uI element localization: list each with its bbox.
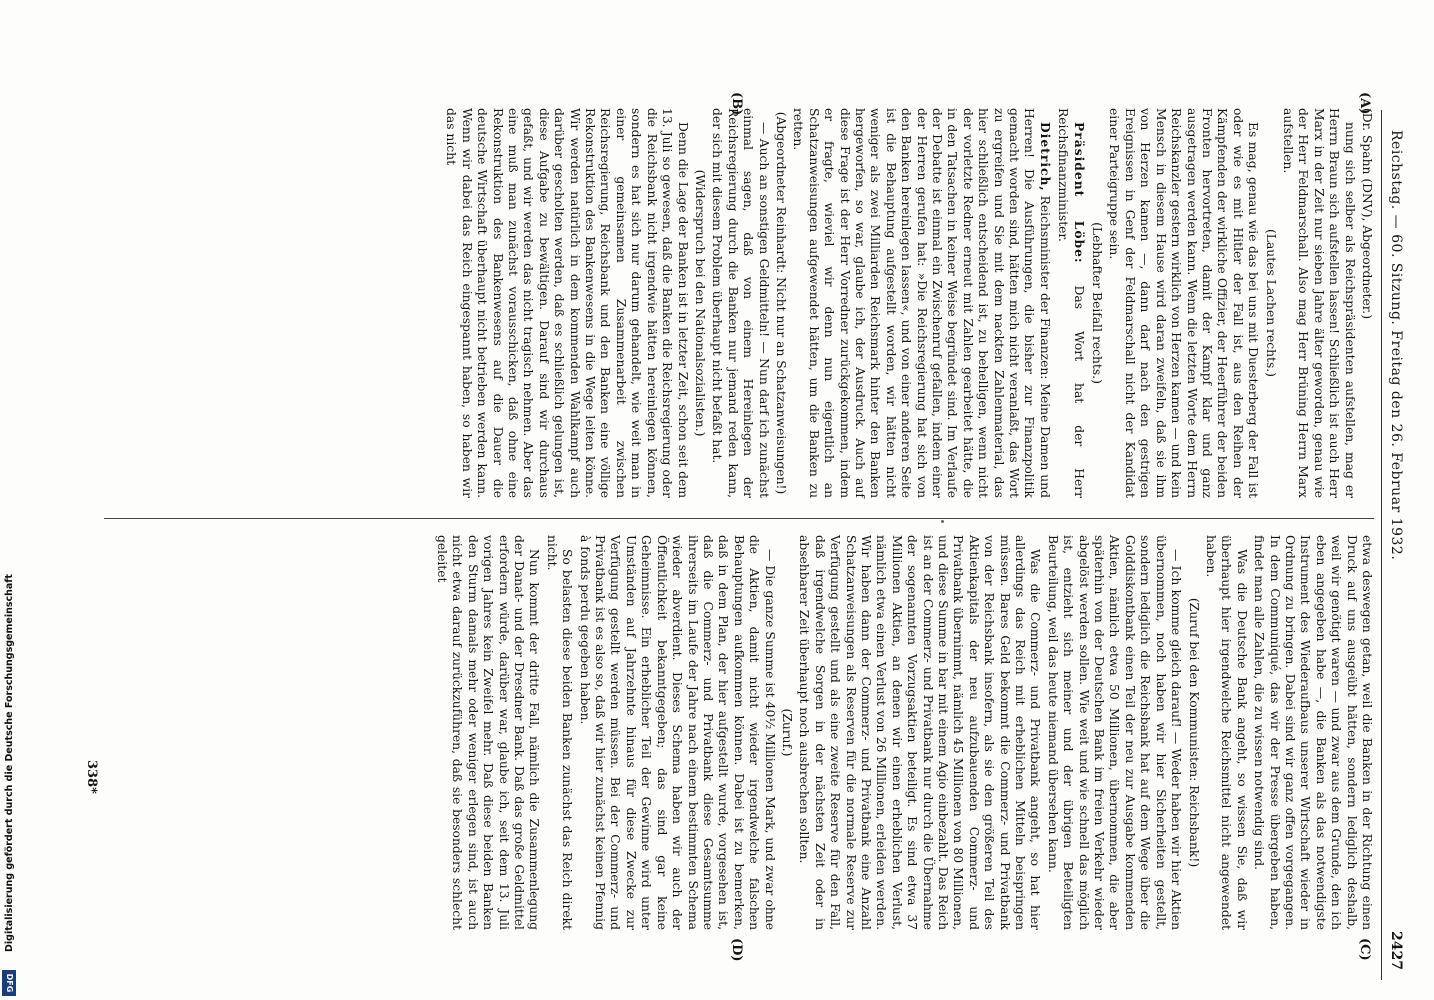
margin-marker-a: (A) bbox=[1357, 92, 1372, 115]
stage-direction: (Lebhafter Beifall rechts.) bbox=[1090, 222, 1105, 384]
stage-direction: (Lautes Lachen rechts.) bbox=[1263, 229, 1278, 377]
body-paragraph: Was die Commerz- und Privatbank angeht, so hat hier allerdings das Reich mit erheblichen Mitteln beispringen müssen. Bares Geld bekommt die Commerz- und Privatbank von der Reichsbank insofern, als sie den größeren Teil des Aktienkapitals der neu aufzubauenden Commerz- und Privatbank übernimmt, nämlich 45 Millionen von 80 Millionen, und diese Summe in bar mit einem Agio einbezahlt. Das Reich ist an der Commerz- und Privatbank nur durch die Übernahme der sogenannten Vorzugsaktien beteiligt. Es sind etwa 37 Millionen Aktien, an denen wir einen erheblichen Verlust, nämlich etwa einen Verlust von 26 Millionen, erleiden werden. Wir haben dann der Commerz- und Privatbank eine Anzahl Schatzanweisungen als Reserven für die normale Reserve zur Verfügung gestellt und als eine zweite Reserve für den Fall, daß irgendwelche Sorgen in der nächsten Zeit oder in absehbarer Zeit überhaupt noch ausbrechen sollten. bbox=[797, 535, 1043, 930]
speaker-text: Das Wort hat der Herr Reichsfinanzminister. bbox=[1056, 108, 1086, 498]
margin-marker-b: (B) bbox=[729, 92, 744, 116]
header-title: Reichstag. — 60. Sitzung. Freitag den 26. Februar 1932. bbox=[1388, 130, 1404, 561]
stage-direction: (Widerspruch bei den Nationalsozialisten.) bbox=[692, 169, 707, 437]
speaker-paragraph bbox=[1055, 108, 1087, 498]
left-text-column bbox=[441, 108, 1374, 498]
body-paragraph: — Die ganze Summe ist 40½ Millionen Mark, und zwar ohne die Aktien, damit nicht wieder irgendwelche falschen Behauptungen aufkommen können. Dabei ist zu bemerken, daß in dem Plan, der hier aufgestellt wurde, vorgesehen ist, daß die Commerz- und Privatbank diese Gesamtsumme ihrerseits im Laufe der Jahre nach einem bestimmten Schema wieder abverdient. Dieses Schema haben wir auch der Öffentlichkeit bekanntgegeben; das sind gar keine Geheimnisse. Ein erheblicher Teil der Gewinne wird unter Umständen auf Jahrzehnte hinaus für diese Zwecke zur Verfügung gestellt werden müssen. Bei der Commerz- und Privatbank ist es also so, daß wir hier zunächst keinen Pfennig à fonds perdu gegeben haben. bbox=[577, 535, 777, 930]
speaker-text: Reichsminister der Finanzen: Meine Damen und Herren! Die Ausführungen, die bisher zur Finanzpolitik gemacht worden sind, hätten mich nicht veranlaßt, das Wort zu ergreifen und Sie mit dem nackten Zahlenmaterial, das hier schließlich entscheidend ist, zu behelligen, wenn nicht der vorletzte Redner erneut mit Zahlen gearbeitet hätte, die in den Tatsachen in keiner Weise begründet sind. Im Verlaufe der Debatte ist einmal ein Zwischenruf gefallen, indem einer der Herren gerufen hat: »Die Reichsregierung hat sich von den Banken hereinlegen lassen«, und von einer anderen Seite ist die Behauptung aufgestellt worden, wir hätten nicht weniger als zwei Milliarden Reichsmark hinter den Banken hergeworfen, so war, glaube ich, der Ausdruck. Auch auf diese Frage ist der Herr Vorredner zurückgekommen, indem er fragte, wieviel wir denn nun eigentlich an Schatzanweisungen aufgewendet hätten, um die Banken zu retten. bbox=[791, 108, 1052, 498]
dfg-logo-icon bbox=[2, 970, 16, 996]
margin-marker-c: (C) bbox=[1357, 938, 1372, 961]
digitization-credit-text: Digitalisierung gefördert durch die Deutsche Forschungsgemeinschaft bbox=[4, 574, 15, 952]
speaker-name: Dietrich, bbox=[1037, 122, 1053, 192]
speaker-name: Präsident Löbe: bbox=[1071, 122, 1087, 264]
footer-page-number: 338* bbox=[84, 760, 99, 794]
body-paragraph: etwa deswegen getan, weil die Banken in der Richtung einen Druck auf uns ausgeübt hätten, sondern lediglich deshalb, weil wir genötigt waren — und zwar aus dem Grunde, den ich eben angegeben habe —, die Banken als das notwendigste Instrument des Wiederaufbaus unserer Wirtschaft wieder in Ordnung zu bringen. Dabei sind wir ganz offen vorgegangen. In dem Communiqué, das wir der Presse übergeben haben, findet man alle Zahlen, die zu wissen notwendig sind. bbox=[1252, 535, 1374, 930]
body-paragraph: — Ich komme gleich darauf! — Weder haben wir hier Aktien übernommen, noch haben wir hier Sicherheiten gestellt, sondern lediglich die Reichsbank hat auf dem Wege über die Golddiskontbank einen Teil der neu zur Ausgabe kommenden Aktien, nämlich etwa 50 Millionen, übernommen, die aber späterhin von der Deutschen Bank im freien Verkehr wieder abgelöst werden sollen. Wie weit und wie schnell das möglich ist, entzieht sich meiner und der übrigen Beteiligten Beurteilung, weil das heute niemand übersehen kann. bbox=[1045, 535, 1184, 930]
body-paragraph: nung sich selber als Reichspräsidenten aufstellen, mag er Herrn Braun sich aufstellen lassen! Schließlich ist auch Herr Marx in der Zeit nur sieben Jahre älter geworden, genau wie der Herr Feldmarschall. Also mag Herr Brüning Herrn Marx aufstellen. bbox=[1280, 108, 1357, 498]
body-paragraph: So belasten diese beiden Banken zunächst das Reich direkt nicht. bbox=[544, 535, 575, 930]
column-divider bbox=[104, 518, 1374, 519]
body-paragraph: (Dr. Spahn (DNV), Abgeordneter.) bbox=[1360, 108, 1374, 319]
body-paragraph: Denn die Lage der Banken ist in letzter Zeit, schon seit dem 13. Juli so gewesen, daß die Banken die Reichsregierung oder die Reichsbank nicht irgendwie hätten hereinlegen können, sondern es hat sich nur darum gehandelt, wie weit man in einer gemeinsamen Zusammenarbeit zwischen Reichsregierung, Reichsbank und den Banken eine völlige Rekonstruktion des Bankenwesens in die Wege leiten könne. Wir werden natürlich in dem kommenden Wahlkampf auch darüber gescholten werden, daß es schließlich gelungen ist, diese Aufgabe zu bewältigen. Darauf sind wir durchaus gefaßt, und wir werden das nicht tragisch nehmen. Aber das eine muß man zunächst vorausschicken, daß ohne eine Rekonstruktion des Bankenwesens auf die Dauer die deutsche Wirtschaft überhaupt nicht betrieben werden kann. Wenn wir dabei das Reich eingespannt haben, so haben wir das nicht bbox=[444, 108, 690, 498]
header-page-number: 2427 bbox=[1388, 931, 1404, 970]
speaker-paragraph bbox=[790, 108, 1053, 498]
right-text-column bbox=[432, 535, 1374, 930]
stage-direction: (Zuruf bei den Kommunisten: Reichsbank!) bbox=[1186, 597, 1201, 868]
body-paragraph: Nun kommt der dritte Fall, nämlich die Zusammenlegung der Danat- und der Dresdner Bank. Daß das große Geldmittel erfordern würde, darüber war, glaube ich, seit dem 13. Juli vorigen Jahres kein Zweifel mehr. Daß diese beiden Banken den Sturm damals mehr oder weniger erlegen sind, ist auch nicht etwa darauf zurückzuführen, daß sie besonders schlecht geleitet bbox=[435, 535, 542, 930]
body-paragraph: — Auch an sonstigen Geldmitteln! — Nun darf ich zunächst einmal sagen, daß von einem Hereinlegen der Reichsregierung durch die Banken nur jemand reden kann, der sich mit diesem Problem überhaupt nicht befaßt hat. bbox=[710, 108, 771, 498]
stage-direction: (Zuruf.) bbox=[779, 708, 794, 757]
body-paragraph: Es mag, genau wie das bei uns mit Duesterberg der Fall ist oder wie es mit Hitler der Fall ist, aus den Reihen der Kämpfenden der wirkliche Offizier, der Heerführer der beiden Fronten hervortreten, damit der Kampf klar und ganz ausgetragen werden kann. Wenn die letzten Worte dem Herrn Reichskanzler gestern wirklich von Herzen kamen — und kein Mensch in diesem Hause wird daran zweifeln, daß sie ihm von Herzen kamen —, dann darf nach den gestrigen Ereignissen in Genf der Feldmarschall nicht der Kandidat einer Parteigruppe sein. bbox=[1107, 108, 1261, 498]
dfg-logo-text: DFG bbox=[5, 973, 14, 993]
center-dot bbox=[941, 520, 944, 523]
body-paragraph: Was die Deutsche Bank angeht, so wissen Sie, daß wir überhaupt hier irgendwelche Reichsmittel nicht angewendet haben. bbox=[1203, 535, 1249, 930]
stage-direction: (Abgeordneter Reinhardt: Nicht nur an Schatzanweisungen!) bbox=[773, 111, 788, 495]
page-header bbox=[1386, 130, 1406, 970]
digitization-credit-strip bbox=[0, 0, 16, 1000]
header-rule bbox=[1381, 110, 1382, 980]
margin-marker-d: (D) bbox=[729, 938, 744, 962]
